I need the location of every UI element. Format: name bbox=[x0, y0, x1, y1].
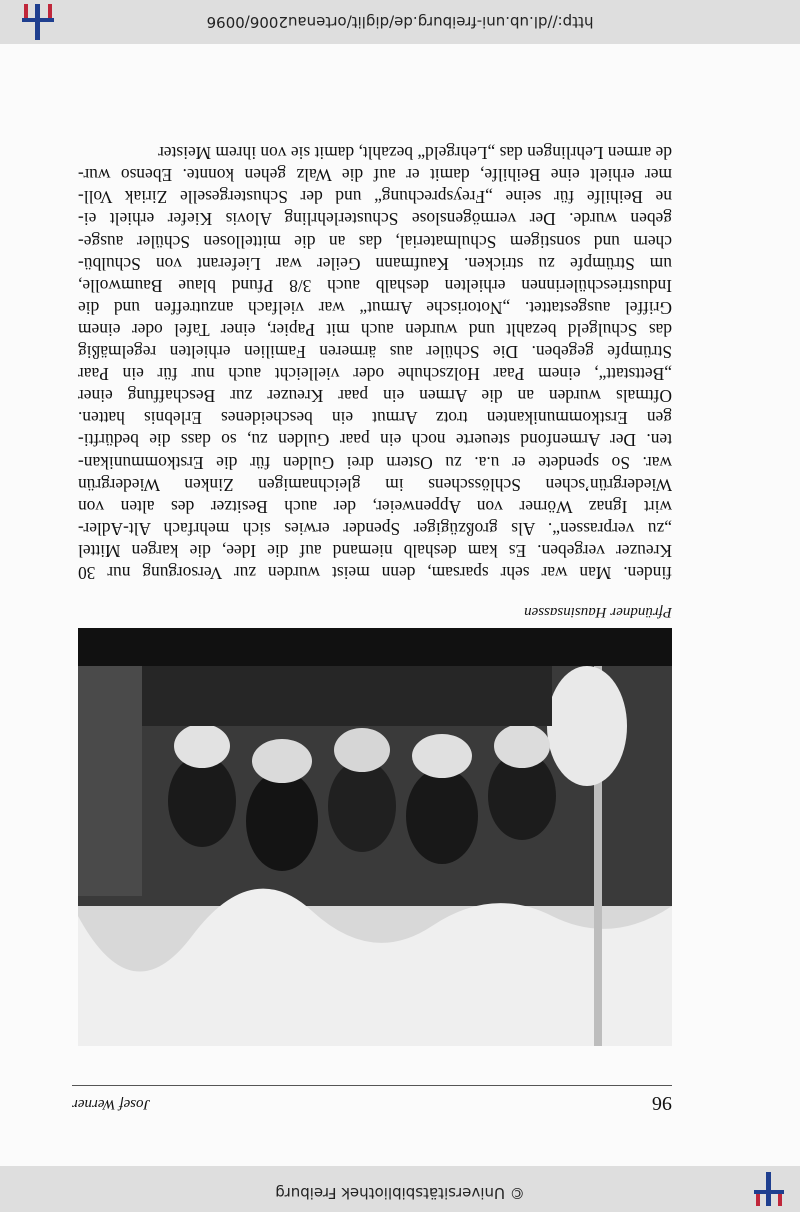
body-line: „Bettstatt“, einem Paar Holzschuhe oder vielleicht auch nur für ein Paar bbox=[78, 364, 672, 385]
body-line: Industrieschülerinnen erhielten deshalb auch 3/8 Pfund blaue Baumwolle, bbox=[78, 275, 672, 296]
page-number: 96 bbox=[652, 1092, 672, 1114]
body-line: ne Beihilfe für seine „Freysprechung“ und der Schustergeselle Ziriak Voll- bbox=[78, 187, 672, 208]
running-head bbox=[72, 1090, 672, 1114]
body-line: de armen Lehrlingen das „Lehrgeld“ bezahlt, damit sie von ihrem Meister bbox=[158, 143, 672, 164]
document-url: http://dl.ub.uni-freiburg.de/diglit/ortenau2006/0096 bbox=[206, 13, 594, 31]
header-rule bbox=[72, 1085, 672, 1086]
body-line: „zu verprassen“. Als großzügiger Spender erwies sich mehrfach Alt-Adler- bbox=[78, 518, 672, 539]
running-head-author: Josef Werner bbox=[72, 1096, 151, 1112]
body-line: das Schulgeld bezahlt und wurden auch mit Papier, einer Tafel oder einem bbox=[78, 319, 672, 340]
body-line: Griffel ausgestattet. „Notorische Armut“ war vielfach anzutreffen und die bbox=[78, 297, 672, 318]
body-line: geben wurde. Der vermögenslose Schusterlehrling Alovis Kiefer erhielt ei- bbox=[78, 209, 672, 230]
library-footer-bar bbox=[0, 0, 800, 44]
body-line: Wiedergrün’schen Schlösschens im gleichnamigen Zinken Wiedergrün bbox=[78, 474, 672, 495]
library-header-bar bbox=[0, 1166, 800, 1212]
body-line: Kreuzer vergeben. Es kam deshalb niemand auf die Idee, die kargen Mittel bbox=[78, 540, 672, 561]
copyright-notice: © Universitätsbibliothek Freiburg bbox=[275, 1184, 525, 1202]
body-line: chern und sonstigem Schulmaterial, das an die mittellosen Schüler ausge- bbox=[78, 231, 672, 252]
body-line: Oftmals wurden an die Armen ein paar Kreuzer zur Beschaffung einer bbox=[78, 386, 672, 407]
body-line: war. So spendete er u.a. zu Ostern drei Gulden für die Erstkommunikan- bbox=[78, 452, 672, 473]
body-line: gen Erstkommunikanten trotz Armut ein bescheidenes Erlebnis hatten. bbox=[78, 408, 672, 429]
body-line: finden. Man war sehr sparsam, denn meist wurden zur Versorgung nur 30 bbox=[78, 563, 672, 583]
book-page bbox=[0, 44, 800, 1166]
photo-caption: Pfründner Hausinsassen bbox=[524, 604, 672, 620]
historical-group-photo bbox=[78, 628, 672, 1046]
body-line: um Strümpfe zu stricken. Kaufmann Geiler war Lieferant von Schulbü- bbox=[78, 253, 672, 274]
photo-image bbox=[78, 628, 672, 1046]
body-line: ten. Der Armenfond steuerte noch ein paar Gulden zu, so dass die bedürfti- bbox=[78, 430, 672, 451]
body-text bbox=[78, 142, 672, 584]
body-line: Strümpfe gegeben. Die Schüler aus ärmeren Familien erhielten regelmäßig bbox=[78, 342, 672, 363]
body-line: wirt Ignaz Wörner von Appenweier, der auch Besitzer des alten von bbox=[78, 496, 672, 517]
library-logo-icon bbox=[20, 4, 56, 40]
body-line: mer erhielt eine Beihilfe, damit er auf die Walz gehen konnte. Ebenso wur- bbox=[78, 165, 672, 186]
